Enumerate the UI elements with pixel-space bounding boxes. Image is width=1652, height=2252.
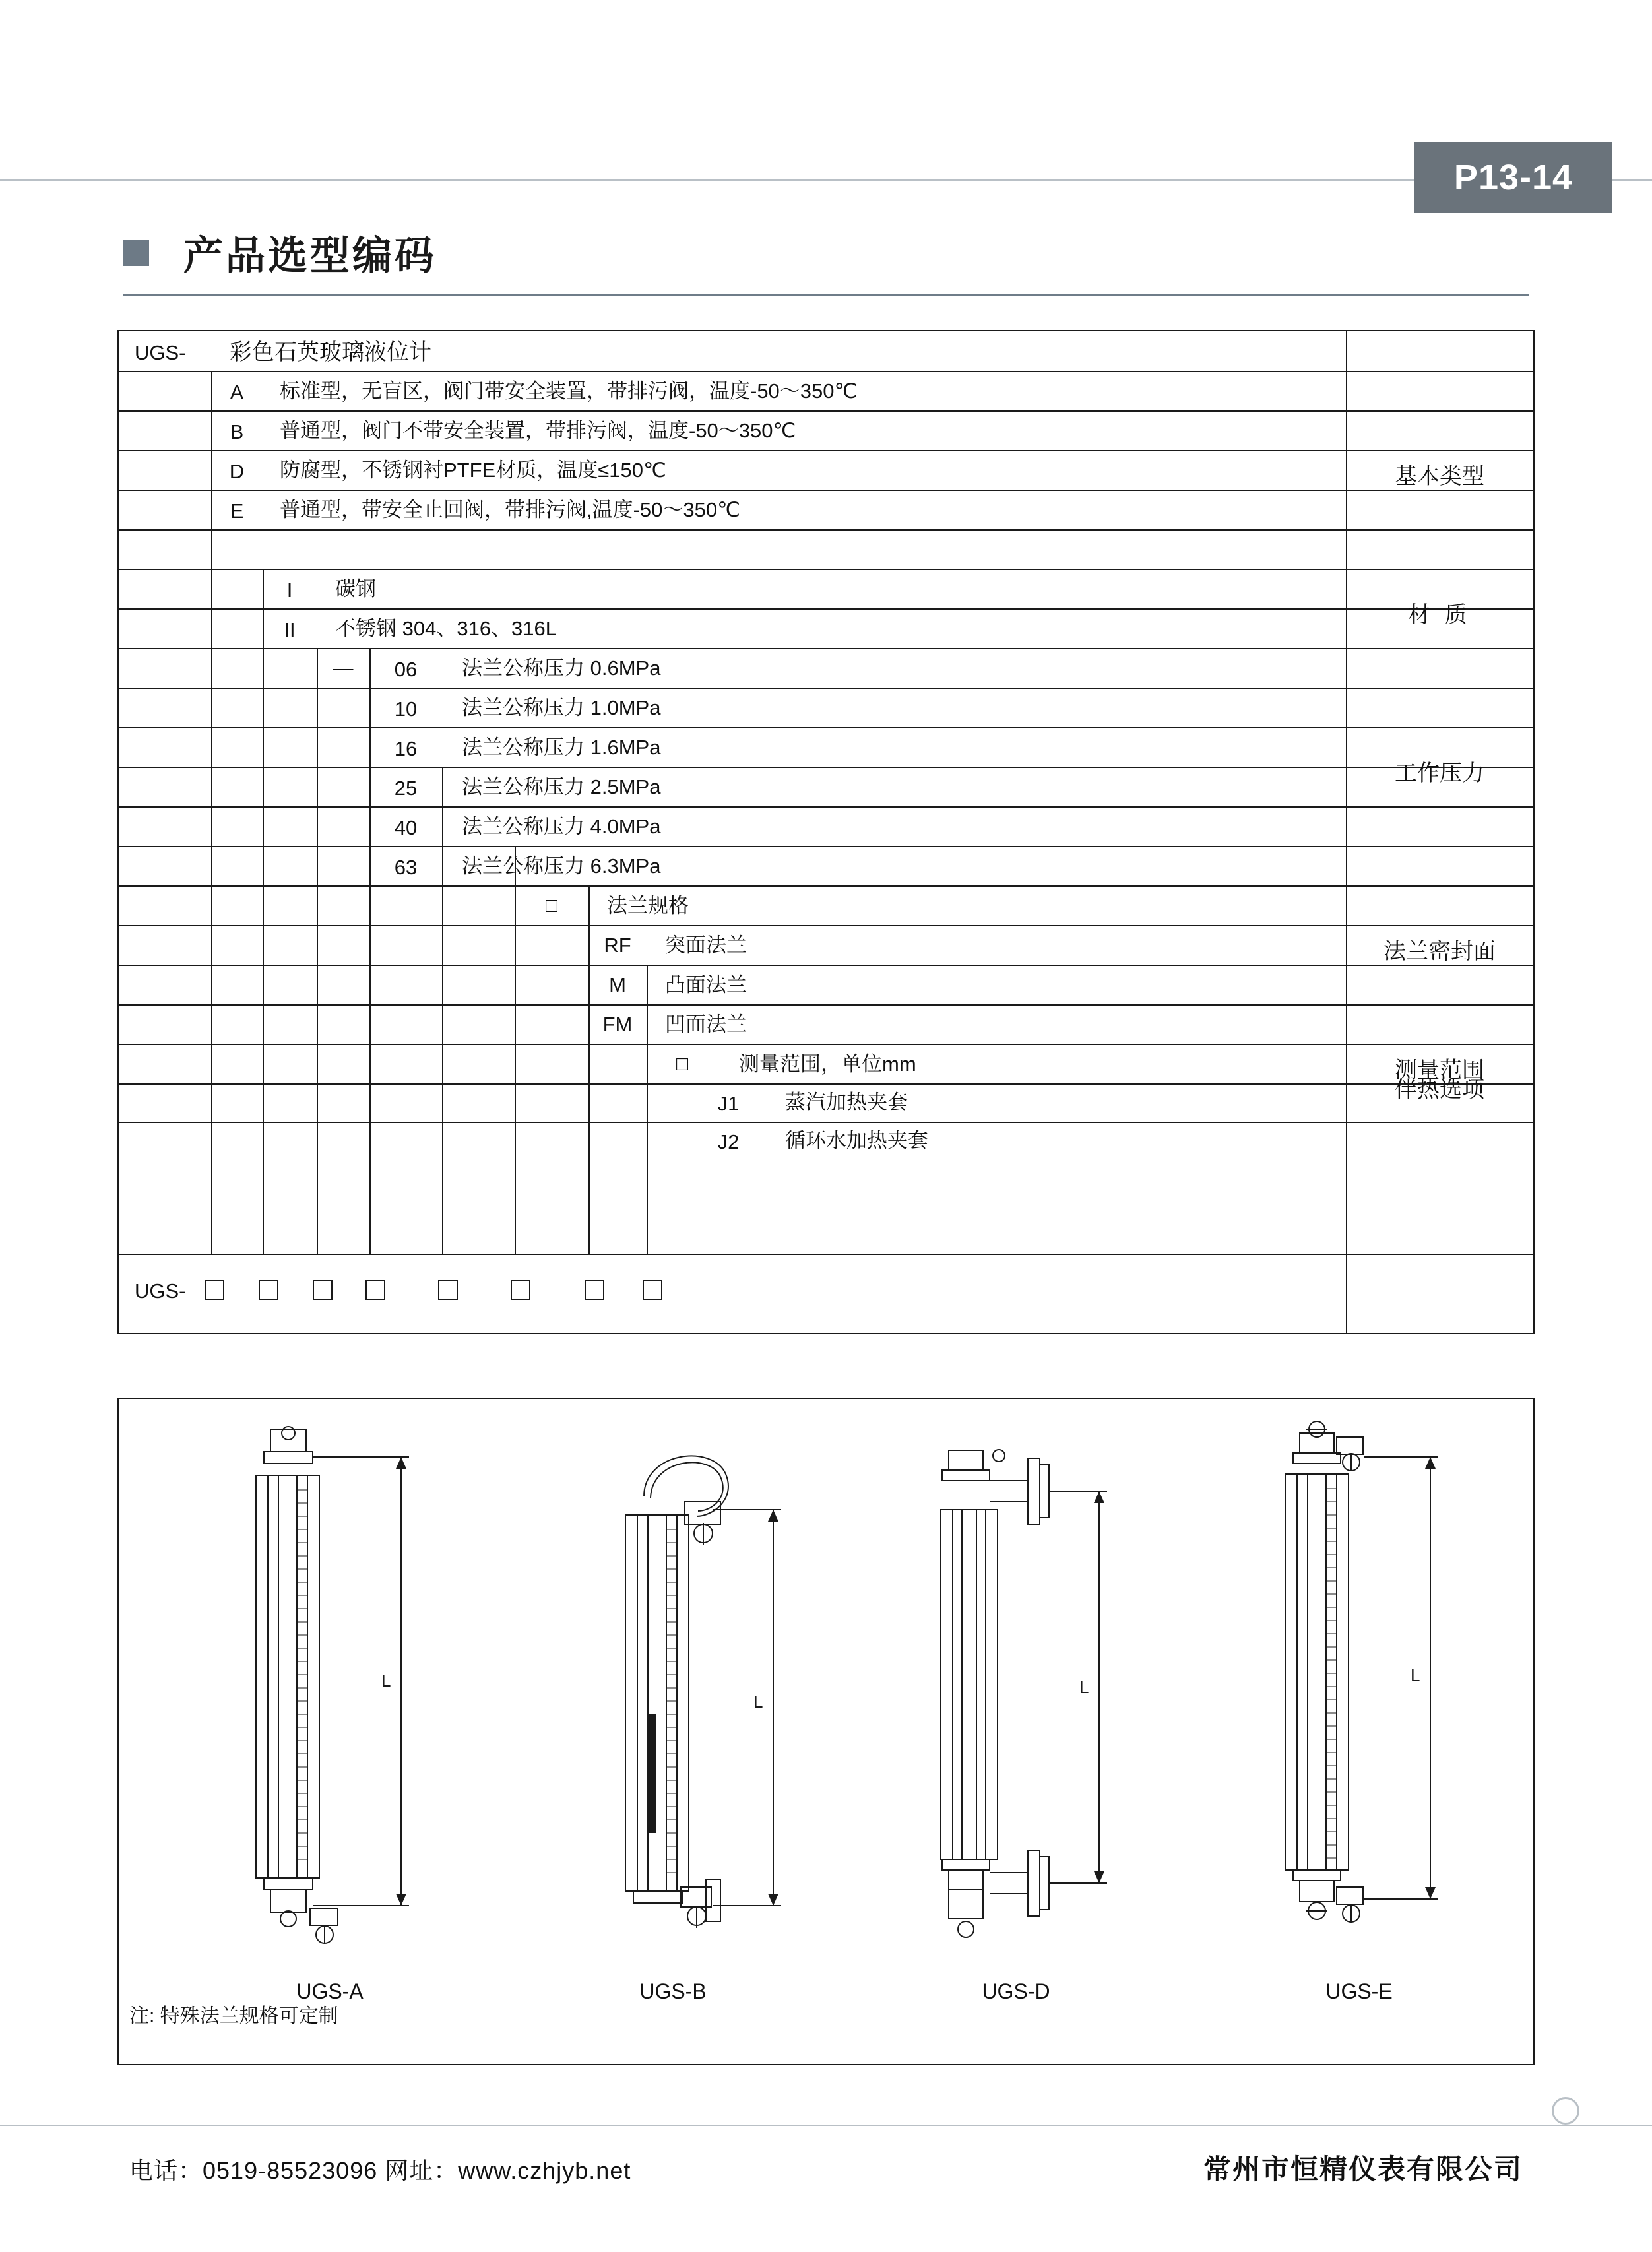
table-hline	[119, 727, 1533, 728]
desc-cell: 普通型，带安全止回阀，带排污阀,温度-50～350℃	[280, 498, 740, 521]
desc-cell: 凸面法兰	[665, 973, 747, 996]
summary-box	[438, 1280, 458, 1300]
svg-text:L: L	[1411, 1665, 1420, 1685]
summary-prefix: UGS-	[135, 1279, 186, 1303]
table-hline	[119, 806, 1533, 808]
table-hline	[1346, 1044, 1533, 1045]
drawing-ugs-b	[515, 1417, 831, 1965]
code-cell: 25	[394, 777, 418, 800]
summary-box	[643, 1280, 662, 1300]
desc-cell: 循环水加热夹套	[785, 1129, 928, 1152]
product-drawings-panel	[117, 1398, 1535, 2065]
table-hline	[119, 490, 1533, 491]
table-hline	[1346, 885, 1533, 887]
desc-cell: 测量范围，单位mm	[739, 1052, 916, 1076]
decorative-circle-icon	[1552, 2097, 1579, 2125]
desc-cell: 标准型，无盲区，阀门带安全装置，带排污阀，温度-50～350℃	[280, 379, 858, 402]
table-hline	[119, 529, 1533, 531]
table-hline	[1346, 1122, 1533, 1123]
code-cell: RF	[604, 934, 631, 957]
ladder-line	[263, 569, 264, 1254]
table-hline	[119, 767, 1533, 768]
table-hline	[119, 1044, 1533, 1045]
code-cell: I	[286, 579, 293, 602]
summary-box	[259, 1280, 278, 1300]
code-cell: 16	[394, 737, 418, 760]
group-label: 工作压力	[1395, 761, 1484, 786]
group-label: 法兰密封面	[1383, 939, 1496, 964]
table-hline	[119, 648, 1533, 649]
summary-box	[511, 1280, 530, 1300]
code-cell: D	[229, 460, 245, 483]
table-hline	[1346, 371, 1533, 372]
code-cell: A	[230, 381, 244, 404]
code-cell: 63	[394, 856, 418, 879]
code-cell: E	[230, 499, 244, 523]
code-cell: J1	[717, 1092, 740, 1115]
page-title: 产品选型编码	[183, 234, 437, 278]
ladder-line	[647, 965, 648, 1254]
table-hline	[1346, 1004, 1533, 1006]
desc-cell: 法兰公称压力 0.6MPa	[462, 657, 661, 680]
desc-cell: 普通型，阀门不带安全装置，带排污阀，温度-50～350℃	[280, 419, 796, 442]
desc-cell: 法兰公称压力 1.6MPa	[462, 736, 661, 759]
table-hline	[119, 1083, 1533, 1085]
drawing-caption: UGS-A	[296, 1979, 364, 2003]
code-cell: —	[333, 657, 354, 680]
summary-box	[585, 1280, 604, 1300]
desc-cell: 法兰公称压力 1.0MPa	[462, 696, 661, 719]
group-label: 材 质	[1408, 602, 1471, 627]
product-name: 彩色石英玻璃液位计	[230, 340, 431, 365]
group-label: 基本类型	[1395, 464, 1484, 489]
group-label: 伴热选项	[1395, 1078, 1484, 1103]
section-bullet-icon	[123, 240, 149, 266]
selection-code-table	[117, 330, 1535, 1334]
svg-text:L: L	[1079, 1677, 1089, 1697]
table-hline	[119, 371, 1533, 372]
code-cell: M	[609, 973, 626, 996]
desc-cell: 碳钢	[335, 577, 376, 600]
table-hline	[119, 925, 1533, 926]
desc-cell: 凹面法兰	[665, 1013, 747, 1036]
page-number-tag: P13-14	[1414, 142, 1612, 213]
group-label: 测量范围	[1395, 1058, 1484, 1083]
ladder-line	[317, 648, 318, 1254]
table-hline	[119, 688, 1533, 689]
table-hline	[1346, 648, 1533, 649]
table-hline	[119, 608, 1533, 610]
header-divider	[0, 179, 1652, 181]
drawing-caption: UGS-E	[1325, 1979, 1393, 2003]
desc-cell: 不锈钢 304、316、316L	[335, 617, 557, 640]
svg-text:L: L	[753, 1692, 763, 1712]
code-cell: 06	[394, 658, 418, 681]
summary-box	[205, 1280, 224, 1300]
drawing-ugs-e	[1201, 1417, 1517, 1965]
table-hline	[119, 885, 1533, 887]
footer-company: 常州市恒精仪表有限公司	[1203, 2154, 1523, 2185]
table-hline	[119, 450, 1533, 451]
footer-contact: 电话：0519-85523096 网址：www.czhjyb.net	[129, 2157, 631, 2184]
drawing-caption: UGS-B	[639, 1979, 707, 2003]
drawing-ugs-a	[172, 1417, 488, 1965]
table-hline	[119, 569, 1533, 570]
summary-box	[313, 1280, 333, 1300]
table-hline	[119, 1122, 1533, 1123]
code-cell: II	[284, 618, 296, 641]
desc-cell: 法兰公称压力 4.0MPa	[462, 815, 661, 838]
code-cell: 40	[394, 816, 418, 839]
table-hline	[119, 1004, 1533, 1006]
footer-divider	[0, 2125, 1652, 2126]
desc-cell: 法兰公称压力 2.5MPa	[462, 775, 661, 798]
code-cell: □	[545, 895, 558, 917]
desc-cell: 蒸汽加热夹套	[785, 1091, 908, 1114]
code-cell: B	[230, 420, 244, 443]
desc-cell: 突面法兰	[665, 934, 747, 957]
table-hline	[119, 965, 1533, 966]
table-hline	[119, 1254, 1533, 1255]
code-cell: 10	[394, 697, 418, 721]
desc-cell: 法兰规格	[607, 894, 689, 917]
drawing-caption: UGS-D	[982, 1979, 1050, 2003]
desc-cell: 法兰公称压力 6.3MPa	[462, 854, 661, 878]
section-underline	[123, 294, 1529, 296]
table-hline	[119, 846, 1533, 847]
table-hline	[119, 410, 1533, 412]
ladder-line	[442, 767, 443, 1254]
svg-text:L: L	[381, 1671, 391, 1690]
code-cell: J2	[717, 1130, 740, 1153]
drawing-ugs-d	[858, 1417, 1174, 1965]
drawing-note: 注: 特殊法兰规格可定制	[129, 2005, 338, 2027]
desc-cell: 防腐型，不锈钢衬PTFE材质，温度≤150℃	[280, 459, 666, 482]
summary-box	[365, 1280, 385, 1300]
code-cell: FM	[602, 1013, 633, 1036]
code-cell: □	[676, 1053, 689, 1075]
code-prefix: UGS-	[135, 341, 186, 364]
table-hline	[1346, 569, 1533, 570]
